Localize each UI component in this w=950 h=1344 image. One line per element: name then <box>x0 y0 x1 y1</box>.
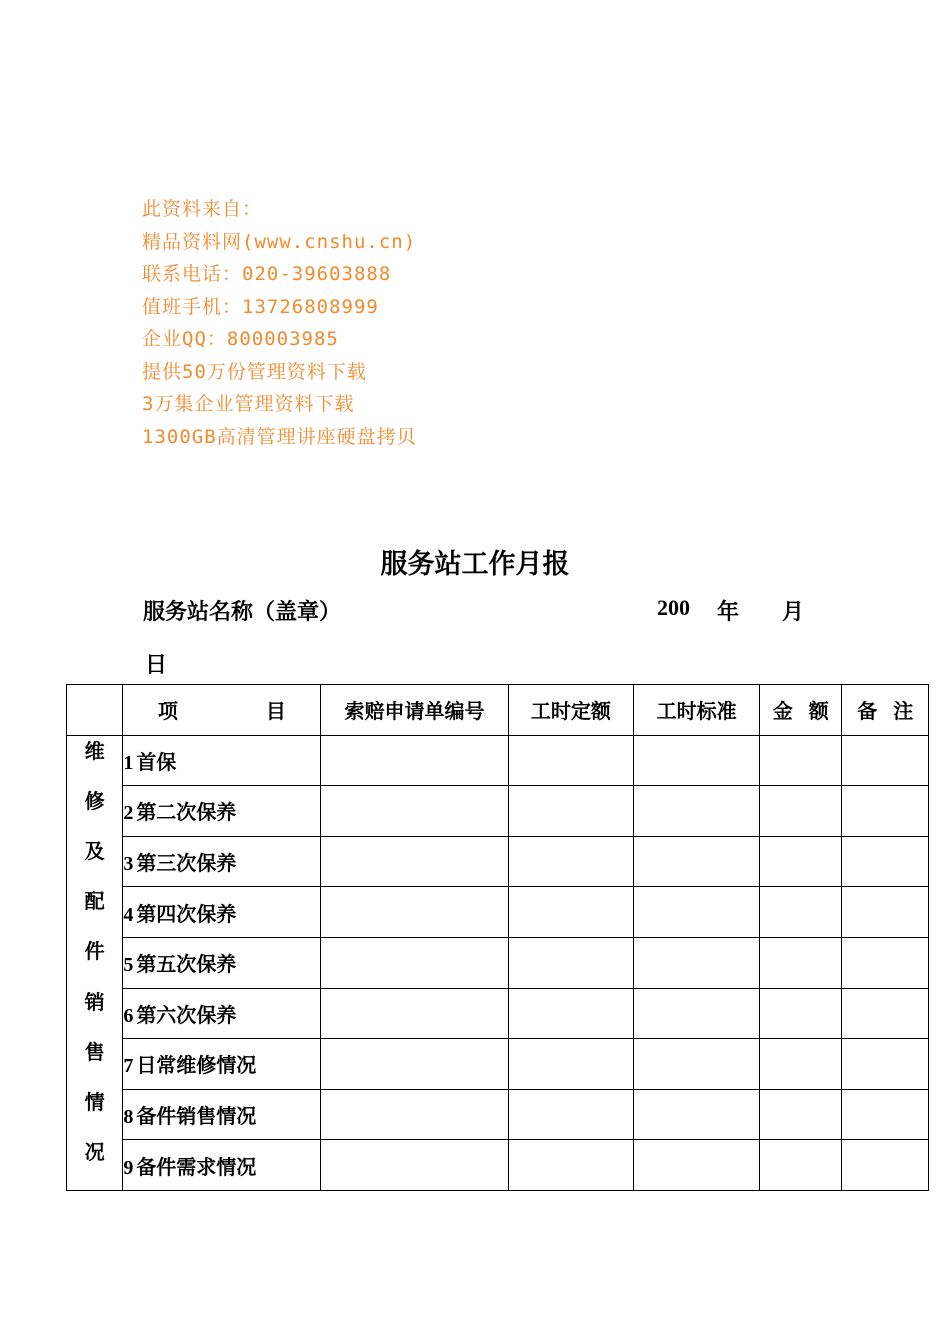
hour-quota-cell[interactable] <box>508 988 634 1039</box>
hour-quota-cell[interactable] <box>508 1089 634 1140</box>
hour-standard-cell[interactable] <box>634 836 760 887</box>
note-cell[interactable] <box>842 1089 929 1140</box>
hour-quota-cell[interactable] <box>508 937 634 988</box>
note-cell[interactable] <box>842 786 929 837</box>
promo-block <box>142 193 417 453</box>
year-prefix: 200 <box>657 595 690 620</box>
table-row <box>67 887 929 938</box>
amount-cell[interactable] <box>759 1140 841 1191</box>
header-note-part: 备 <box>857 699 878 724</box>
claim-number-cell[interactable] <box>321 836 508 887</box>
item-label: 首保 <box>136 749 177 774</box>
item-number: 1 <box>123 751 134 774</box>
item-cell <box>123 1089 321 1140</box>
table-row <box>67 1089 929 1140</box>
header-claim-number: 索赔申请单编号 <box>321 685 508 736</box>
header-hour-quota: 工时定额 <box>508 685 634 736</box>
amount-cell[interactable] <box>759 988 841 1039</box>
item-cell <box>123 937 321 988</box>
header-amount-part: 金 <box>772 699 793 724</box>
note-cell[interactable] <box>842 1039 929 1090</box>
category-cell <box>67 735 123 1190</box>
header-item <box>123 685 321 736</box>
item-cell <box>123 786 321 837</box>
monthly-report-table <box>66 684 929 1191</box>
promo-line: 此资料来自： <box>142 198 263 220</box>
promo-line: 企业QQ：800003985 <box>142 328 339 350</box>
category-char: 售 <box>84 1039 105 1064</box>
hour-quota-cell[interactable] <box>508 1039 634 1090</box>
promo-line: 3万集企业管理资料下载 <box>142 393 355 415</box>
table-row <box>67 1140 929 1191</box>
header-item-part: 项 <box>157 699 178 724</box>
promo-line: 1300GB高清管理讲座硬盘拷贝 <box>142 425 417 448</box>
hour-quota-cell[interactable] <box>508 786 634 837</box>
item-cell <box>123 735 321 786</box>
item-number: 8 <box>123 1106 134 1129</box>
hour-quota-cell[interactable] <box>508 887 634 938</box>
item-label: 第六次保养 <box>136 1002 237 1027</box>
hour-standard-cell[interactable] <box>634 735 760 786</box>
header-hour-standard: 工时标准 <box>634 685 760 736</box>
item-cell <box>123 836 321 887</box>
claim-number-cell[interactable] <box>321 1089 508 1140</box>
category-char: 配 <box>84 889 105 914</box>
table-row <box>67 786 929 837</box>
promo-line: 精品资料网(www.cnshu.cn) <box>142 230 417 253</box>
header-item-part: 目 <box>265 699 286 724</box>
note-cell[interactable] <box>842 937 929 988</box>
amount-cell[interactable] <box>759 735 841 786</box>
table-row <box>67 735 929 786</box>
note-cell[interactable] <box>842 836 929 887</box>
note-cell[interactable] <box>842 1140 929 1191</box>
station-name-label: 服务站名称（盖章） <box>143 600 342 625</box>
hour-standard-cell[interactable] <box>634 887 760 938</box>
item-label: 备件需求情况 <box>136 1154 257 1179</box>
promo-line: 提供50万份管理资料下载 <box>142 360 367 383</box>
item-number: 3 <box>123 853 134 876</box>
table-row <box>67 836 929 887</box>
promo-line: 值班手机：13726808999 <box>142 295 379 318</box>
note-cell[interactable] <box>842 988 929 1039</box>
category-char: 销 <box>84 989 105 1014</box>
table-row <box>67 1039 929 1090</box>
month-label: 月 <box>782 600 805 625</box>
amount-cell[interactable] <box>759 1089 841 1140</box>
hour-standard-cell[interactable] <box>634 937 760 988</box>
year-label: 年 <box>717 600 740 625</box>
category-char: 修 <box>84 788 105 813</box>
item-label: 备件销售情况 <box>136 1104 257 1129</box>
item-label: 第三次保养 <box>136 851 237 876</box>
amount-cell[interactable] <box>759 836 841 887</box>
item-number: 4 <box>123 903 134 926</box>
header-amount <box>759 685 841 736</box>
header-note <box>842 685 929 736</box>
hour-quota-cell[interactable] <box>508 836 634 887</box>
category-char: 情 <box>84 1089 105 1114</box>
amount-cell[interactable] <box>759 937 841 988</box>
table-row <box>67 988 929 1039</box>
item-number: 9 <box>123 1156 134 1179</box>
category-char: 件 <box>84 939 105 964</box>
hour-standard-cell[interactable] <box>634 988 760 1039</box>
item-label: 第四次保养 <box>136 901 237 926</box>
note-cell[interactable] <box>842 735 929 786</box>
document-title: 服务站工作月报 <box>380 549 570 580</box>
hour-standard-cell[interactable] <box>634 1089 760 1140</box>
item-number: 7 <box>123 1055 134 1078</box>
hour-standard-cell[interactable] <box>634 786 760 837</box>
note-cell[interactable] <box>842 887 929 938</box>
item-label: 日常维修情况 <box>136 1053 257 1078</box>
promo-line: 联系电话：020-39603888 <box>142 263 392 285</box>
amount-cell[interactable] <box>759 786 841 837</box>
day-label: 日 <box>145 653 168 678</box>
item-cell <box>123 887 321 938</box>
claim-number-cell[interactable] <box>321 988 508 1039</box>
item-cell <box>123 1140 321 1191</box>
item-number: 6 <box>123 1004 134 1027</box>
category-char: 维 <box>84 738 105 763</box>
claim-number-cell[interactable] <box>321 887 508 938</box>
item-cell <box>123 1039 321 1090</box>
header-blank-cell <box>67 685 123 736</box>
table-header-row <box>67 685 929 736</box>
hour-standard-cell[interactable] <box>634 1039 760 1090</box>
claim-number-cell[interactable] <box>321 1140 508 1191</box>
amount-cell[interactable] <box>759 887 841 938</box>
hour-quota-cell[interactable] <box>508 1140 634 1191</box>
header-note-part: 注 <box>893 699 914 724</box>
hour-quota-cell[interactable] <box>508 735 634 786</box>
header-amount-part: 额 <box>808 699 829 724</box>
claim-number-cell[interactable] <box>321 1039 508 1090</box>
item-cell <box>123 988 321 1039</box>
category-char: 及 <box>84 838 105 863</box>
claim-number-cell[interactable] <box>321 786 508 837</box>
hour-standard-cell[interactable] <box>634 1140 760 1191</box>
amount-cell[interactable] <box>759 1039 841 1090</box>
category-char: 况 <box>84 1140 105 1165</box>
item-number: 5 <box>123 954 134 977</box>
item-label: 第五次保养 <box>136 952 237 977</box>
item-label: 第二次保养 <box>136 800 237 825</box>
claim-number-cell[interactable] <box>321 937 508 988</box>
item-number: 2 <box>123 802 134 825</box>
table-row <box>67 937 929 988</box>
claim-number-cell[interactable] <box>321 735 508 786</box>
